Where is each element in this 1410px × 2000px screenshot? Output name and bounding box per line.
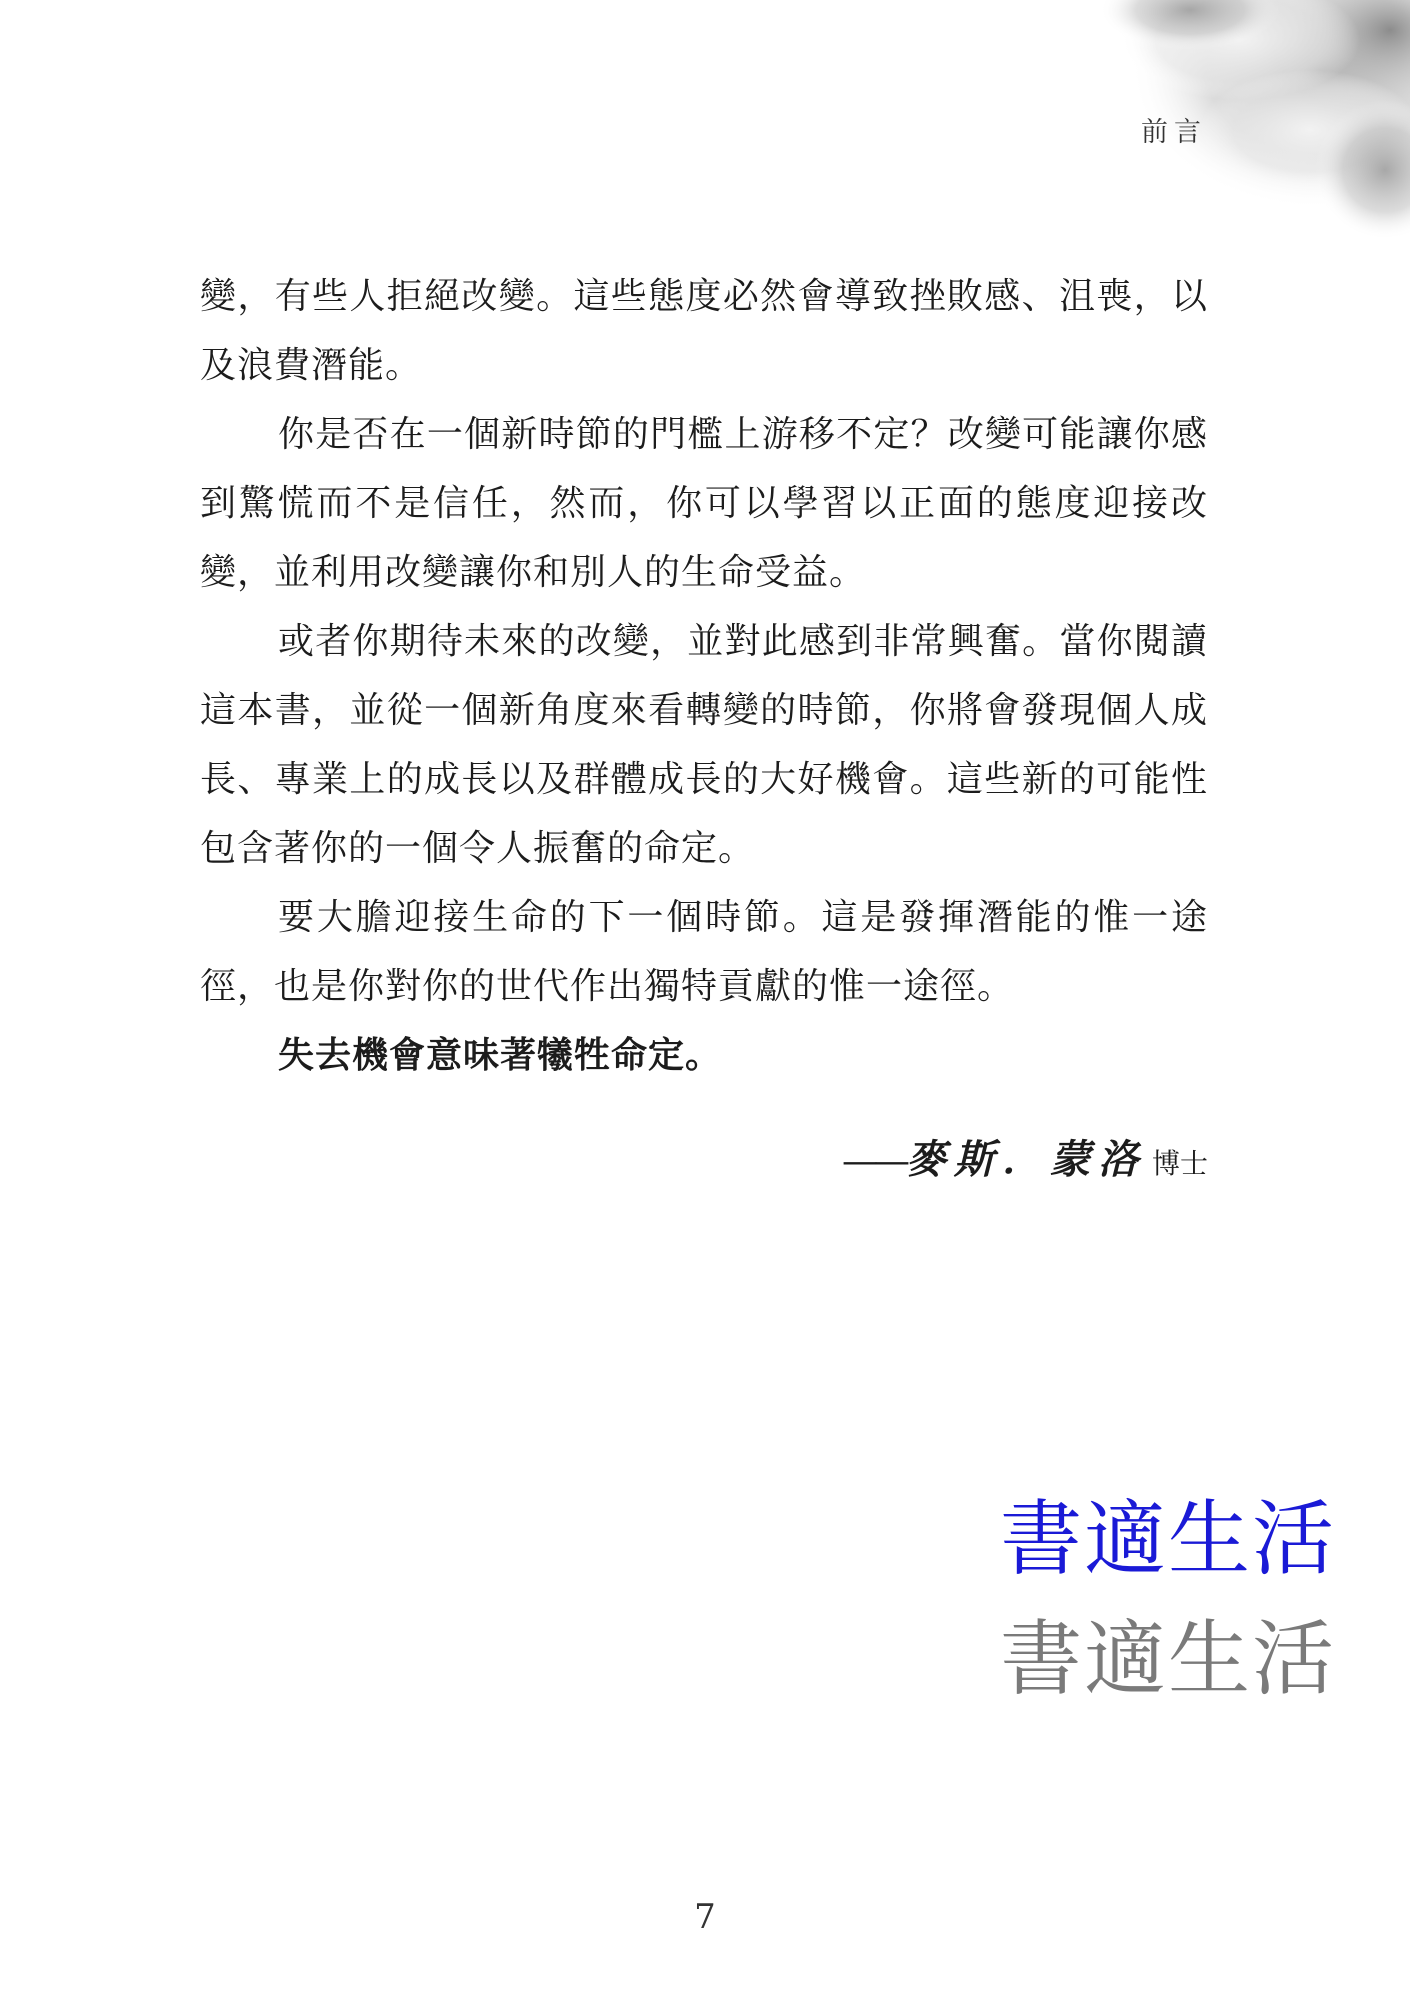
signature-dash: —— [841,1141,906,1182]
paragraph-continuation: 變，有些人拒絕改變。這些態度必然會導致挫敗感、沮喪，以及浪費潛能。 [200,276,1208,386]
page-number: 7 [694,1897,716,1937]
watermark-blue: 書適生活 [999,1492,1336,1587]
paragraph: 或者你期待未來的改變，並對此感到非常興奮。當你閱讀這本書，並從一個新角度來看轉變的時節，你將會發現個人成長、專業上的成長以及群體成長的大好機會。這些新的可能性包含著你的一個令人振奮的命定。 [200,621,1208,869]
paragraph: 要大膽迎接生命的下一個時節。這是發揮潛能的惟一途徑，也是你對你的世代作出獨特貢獻的惟一途徑。 [200,897,1208,1007]
body-text [200,262,1208,1090]
author-signature [600,1128,1208,1185]
watermark-gray: 書適生活 [999,1612,1336,1707]
emphasis-paragraph: 失去機會意味著犧牲命定。 [278,1035,723,1076]
author-title: 博士 [1151,1147,1208,1180]
running-header: 前言 [1141,117,1207,148]
author-name: 麥斯．蒙洛 [905,1136,1146,1183]
paragraph: 你是否在一個新時節的門檻上游移不定？改變可能讓你感到驚慌而不是信任，然而，你可以學習以正面的態度迎接改變，並利用改變讓你和別人的生命受益。 [200,414,1208,593]
